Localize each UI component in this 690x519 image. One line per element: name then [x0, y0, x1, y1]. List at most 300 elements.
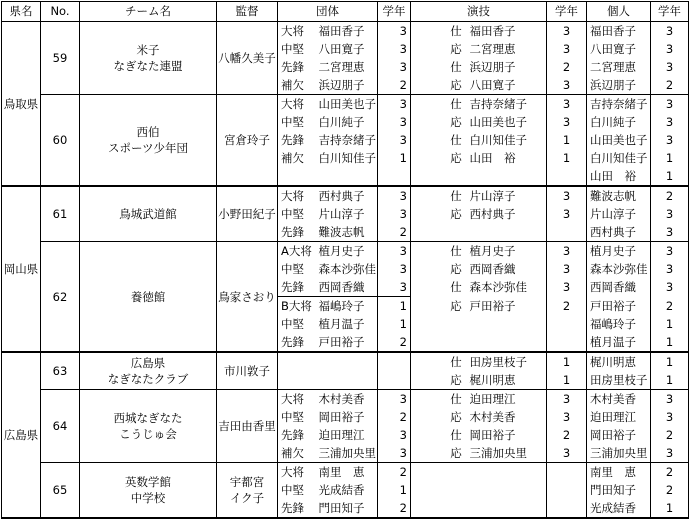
dantai-position: 大将 [278, 95, 316, 114]
kojin-grade: 2 [651, 426, 689, 444]
engi-spacer [411, 426, 446, 444]
dantai-grade: 3 [378, 95, 411, 114]
text-line: こうじゅ会 [119, 427, 177, 441]
engi-spacer [411, 205, 446, 223]
engi-spacer [411, 390, 446, 409]
kojin-member: 二宮理恵 [587, 58, 651, 76]
dantai-member: 福田香子 [316, 22, 378, 41]
dantai-grade: 2 [378, 463, 411, 482]
kojin-member: 片山淳子 [587, 205, 651, 223]
dantai-grade: 1 [378, 149, 411, 167]
kojin-grade: 3 [651, 223, 689, 242]
kojin-member: 福嶋玲子 [587, 315, 651, 333]
engi-role: 仕 [450, 97, 462, 111]
coach-name [217, 186, 278, 242]
kojin-grade: 3 [651, 58, 689, 76]
dantai-grade: 2 [378, 408, 411, 426]
dantai-grade: 3 [378, 426, 411, 444]
text-line: なぎなた連盟 [113, 59, 183, 73]
engi-member: 浜辺朋子 [467, 58, 547, 76]
kojin-grade: 1 [651, 352, 689, 371]
engi-member [467, 223, 547, 242]
pref-name [2, 352, 41, 518]
engi-member: 木村美香 [467, 408, 547, 426]
engi-spacer [411, 352, 446, 371]
engi-spacer [411, 242, 446, 261]
engi-grade: 3 [547, 444, 587, 463]
dantai-position: 中堅 [278, 40, 316, 58]
engi-spacer [411, 76, 446, 95]
kojin-grade: 1 [651, 149, 689, 167]
engi-member: 山田 裕 [467, 149, 547, 167]
text-line: なぎなたクラブ [107, 372, 189, 386]
kojin-member: 門田知子 [587, 481, 651, 499]
dantai-position: 大将 [278, 463, 316, 482]
dantai-grade: 2 [378, 333, 411, 352]
coach-name [217, 22, 278, 95]
header-pref: 県名 [2, 2, 41, 22]
kojin-member: 戸田裕子 [587, 297, 651, 316]
engi-member [467, 333, 547, 352]
dantai-member: 白川知佳子 [316, 149, 378, 167]
text-line: 英数学館 [125, 475, 171, 489]
kojin-grade: 2 [651, 186, 689, 205]
engi-member: 吉持奈緒子 [467, 95, 547, 114]
engi-role [446, 333, 467, 352]
text-line: 西伯 [136, 125, 160, 139]
dantai-grade: 2 [378, 223, 411, 242]
kojin-member: 植月温子 [587, 333, 651, 352]
engi-member: 田房里枝子 [467, 352, 547, 371]
table-row [2, 352, 689, 371]
engi-member: 八田寛子 [467, 76, 547, 95]
engi-member: 片山淳子 [467, 186, 547, 205]
dantai-position: 補欠 [278, 76, 316, 95]
engi-spacer [411, 444, 446, 463]
engi-member [467, 315, 547, 333]
engi-spacer [411, 149, 446, 167]
table-row [2, 390, 689, 409]
pref-label: 鳥取県 [3, 96, 39, 111]
dantai-position [278, 167, 316, 186]
engi-member [467, 167, 547, 186]
header-row [2, 2, 689, 22]
dantai-grade: 2 [378, 499, 411, 518]
kojin-member: 岡田裕子 [587, 426, 651, 444]
dantai-position: 補欠 [278, 444, 316, 463]
dantai-member: 片山淳子 [316, 205, 378, 223]
header-dantai-grade: 学年 [378, 2, 411, 22]
engi-member: 山田美也子 [467, 113, 547, 131]
dantai-member: 浜辺朋子 [316, 76, 378, 95]
engi-member: 森本沙弥佳 [467, 278, 547, 297]
engi-grade: 3 [547, 40, 587, 58]
engi-grade: 3 [547, 260, 587, 278]
dantai-member [316, 371, 378, 390]
kojin-grade: 3 [651, 260, 689, 278]
kojin-grade: 3 [651, 408, 689, 426]
pref-label: 岡山県 [3, 262, 39, 276]
dantai-position: 中堅 [278, 408, 316, 426]
engi-grade: 3 [547, 22, 587, 41]
engi-spacer [411, 278, 446, 297]
engi-role: 仕 [450, 392, 462, 406]
engi-member: 三浦加央里 [467, 444, 547, 463]
kojin-grade: 3 [651, 113, 689, 131]
engi-role: 仕 [450, 24, 462, 38]
dantai-member: 福嶋玲子 [316, 297, 378, 316]
kojin-grade: 3 [651, 205, 689, 223]
kojin-grade: 3 [651, 242, 689, 261]
engi-spacer [411, 315, 446, 333]
engi-role: 応 [450, 207, 462, 221]
engi-grade [547, 499, 587, 518]
dantai-member: 二宮理恵 [316, 58, 378, 76]
dantai-member: 西村典子 [316, 186, 378, 205]
dantai-member: 八田寛子 [316, 40, 378, 58]
dantai-member: 西岡香織 [316, 278, 378, 297]
dantai-position: 先鋒 [278, 278, 316, 297]
dantai-position: A大将 [278, 242, 316, 261]
engi-role [446, 481, 467, 499]
kojin-grade: 3 [651, 278, 689, 297]
kojin-member: 梶川明恵 [587, 352, 651, 371]
kojin-grade: 1 [651, 499, 689, 518]
dantai-position [278, 371, 316, 390]
dantai-member: 吉持奈緒子 [316, 131, 378, 149]
kojin-member: 田房里枝子 [587, 371, 651, 390]
engi-grade [547, 481, 587, 499]
header-kojin-grade: 学年 [651, 2, 689, 22]
dantai-grade [378, 167, 411, 186]
dantai-position: 先鋒 [278, 499, 316, 518]
dantai-position: 先鋒 [278, 223, 316, 242]
text-line: 宇都宮 [229, 475, 265, 489]
roster-table [1, 1, 689, 519]
engi-grade: 1 [547, 131, 587, 149]
dantai-grade: 3 [378, 278, 411, 297]
dantai-member: 光成結香 [316, 481, 378, 499]
dantai-member [316, 352, 378, 371]
dantai-position: B大将 [278, 297, 316, 316]
engi-role: 応 [450, 42, 462, 56]
team-no: 61 [41, 186, 80, 242]
kojin-grade: 1 [651, 315, 689, 333]
engi-spacer [411, 408, 446, 426]
engi-spacer [411, 186, 446, 205]
dantai-grade: 3 [378, 40, 411, 58]
kojin-member: 福田香子 [587, 22, 651, 41]
dantai-member: 山田美也子 [316, 95, 378, 114]
text-line: 中学校 [130, 491, 166, 505]
coach-name [217, 95, 278, 187]
dantai-position: 先鋒 [278, 58, 316, 76]
kojin-grade: 3 [651, 390, 689, 409]
text-line: イク子 [229, 491, 265, 505]
kojin-member: 白川純子 [587, 113, 651, 131]
engi-grade: 3 [547, 186, 587, 205]
kojin-member: 西岡香織 [587, 278, 651, 297]
dantai-position [278, 352, 316, 371]
dantai-position: 中堅 [278, 315, 316, 333]
engi-grade: 3 [547, 242, 587, 261]
engi-spacer [411, 131, 446, 149]
engi-spacer [411, 499, 446, 518]
dantai-position: 中堅 [278, 113, 316, 131]
engi-grade: 3 [547, 113, 587, 131]
text-line: 鳥城武道館 [119, 207, 177, 221]
kojin-grade: 2 [651, 297, 689, 316]
engi-role: 応 [446, 444, 467, 463]
kojin-member: 植月史子 [587, 242, 651, 261]
engi-role [446, 499, 467, 518]
engi-role: 仕 [450, 133, 462, 147]
engi-spacer [411, 167, 446, 186]
kojin-grade: 3 [651, 131, 689, 149]
engi-role: 応 [450, 410, 462, 424]
kojin-member: 八田寛子 [587, 40, 651, 58]
engi-grade [547, 223, 587, 242]
engi-grade [547, 463, 587, 482]
engi-grade [547, 333, 587, 352]
dantai-grade: 3 [378, 186, 411, 205]
engi-role: 応 [450, 262, 462, 276]
dantai-grade: 1 [378, 481, 411, 499]
pref-label: 広島県 [3, 428, 39, 442]
dantai-member: 植月温子 [316, 315, 378, 333]
kojin-grade: 1 [651, 371, 689, 390]
dantai-grade: 1 [378, 297, 411, 316]
kojin-member: 森本沙弥佳 [587, 260, 651, 278]
header-engi: 演技 [411, 2, 547, 22]
dantai-grade: 3 [378, 22, 411, 41]
engi-spacer [411, 333, 446, 352]
engi-spacer [411, 95, 446, 114]
kojin-member: 光成結香 [587, 499, 651, 518]
engi-role: 仕 [450, 244, 462, 258]
table-row [2, 95, 689, 114]
dantai-position: 中堅 [278, 481, 316, 499]
engi-grade [547, 315, 587, 333]
header-kojin: 個人 [587, 2, 651, 22]
engi-role: 応 [450, 115, 462, 129]
engi-role: 応 [446, 371, 467, 390]
pref-name [2, 22, 41, 187]
dantai-grade: 3 [378, 113, 411, 131]
engi-role: 応 [446, 76, 467, 95]
header-team: チーム名 [80, 2, 217, 22]
team-name [80, 186, 217, 242]
team-no: 62 [41, 242, 80, 353]
team-no: 63 [41, 352, 80, 390]
kojin-member: 難波志帆 [587, 186, 651, 205]
engi-role: 仕 [450, 189, 462, 203]
engi-member [467, 499, 547, 518]
engi-role: 応 [450, 151, 462, 165]
engi-grade: 1 [547, 371, 587, 390]
engi-role [446, 315, 467, 333]
dantai-member: 戸田裕子 [316, 333, 378, 352]
engi-grade [547, 167, 587, 186]
engi-spacer [411, 113, 446, 131]
engi-role [446, 463, 467, 482]
engi-spacer [411, 22, 446, 41]
text-line: 広島県 [130, 356, 166, 370]
kojin-member: 山田 裕 [587, 167, 651, 186]
dantai-position: 大将 [278, 390, 316, 409]
header-engi-grade: 学年 [547, 2, 587, 22]
table-row [2, 186, 689, 205]
dantai-position: 補欠 [278, 149, 316, 167]
dantai-member: 門田知子 [316, 499, 378, 518]
team-no: 64 [41, 390, 80, 463]
engi-member: 二宮理恵 [467, 40, 547, 58]
kojin-member: 迫田理江 [587, 408, 651, 426]
pref-name [2, 186, 41, 352]
table-row [2, 242, 689, 261]
text-line: 市川敦子 [224, 364, 270, 378]
header-dantai: 団体 [278, 2, 378, 22]
dantai-position: 先鋒 [278, 131, 316, 149]
team-name [80, 242, 217, 353]
kojin-member: 木村美香 [587, 390, 651, 409]
dantai-grade: 3 [378, 390, 411, 409]
dantai-member: 白川純子 [316, 113, 378, 131]
kojin-grade: 3 [651, 40, 689, 58]
header-coach: 監督 [217, 2, 278, 22]
text-line: 小野田紀子 [218, 207, 276, 221]
engi-member: 迫田理江 [467, 390, 547, 409]
dantai-grade: 1 [378, 315, 411, 333]
dantai-position: 中堅 [278, 205, 316, 223]
text-line: 西城なぎなた [113, 411, 183, 425]
dantai-position: 中堅 [278, 260, 316, 278]
text-line: 養徳館 [130, 289, 166, 304]
engi-role [446, 167, 467, 186]
dantai-position: 大将 [278, 186, 316, 205]
engi-spacer [411, 297, 446, 316]
engi-spacer [411, 260, 446, 278]
engi-member: 岡田裕子 [467, 426, 547, 444]
team-name [80, 463, 217, 519]
engi-member [467, 463, 547, 482]
table-row [2, 22, 689, 41]
kojin-member: 西村典子 [587, 223, 651, 242]
engi-grade: 1 [547, 352, 587, 371]
dantai-member: 植月史子 [316, 242, 378, 261]
engi-spacer [411, 481, 446, 499]
engi-grade: 2 [547, 297, 587, 316]
dantai-member: 難波志帆 [316, 223, 378, 242]
text-line: 八幡久美子 [218, 51, 276, 65]
kojin-member: 山田美也子 [587, 131, 651, 149]
team-name [80, 95, 217, 187]
kojin-grade: 3 [651, 444, 689, 463]
dantai-member [316, 167, 378, 186]
team-no: 59 [41, 22, 80, 95]
coach-name [217, 352, 278, 390]
engi-grade: 3 [547, 205, 587, 223]
engi-spacer [411, 40, 446, 58]
dantai-grade: 2 [378, 76, 411, 95]
engi-spacer [411, 58, 446, 76]
engi-member: 白川知佳子 [467, 131, 547, 149]
engi-member: 西村典子 [467, 205, 547, 223]
dantai-position: 先鋒 [278, 333, 316, 352]
engi-grade: 3 [547, 408, 587, 426]
dantai-grade: 3 [378, 58, 411, 76]
engi-role: 仕 [450, 428, 462, 442]
engi-grade: 3 [547, 278, 587, 297]
engi-member: 戸田裕子 [467, 297, 547, 316]
engi-spacer [411, 463, 446, 482]
kojin-member: 南里 恵 [587, 463, 651, 482]
dantai-member: 迫田理江 [316, 426, 378, 444]
engi-role: 仕 [450, 280, 462, 295]
engi-role [446, 223, 467, 242]
engi-grade: 2 [547, 58, 587, 76]
dantai-grade: 3 [378, 444, 411, 463]
kojin-member: 浜辺朋子 [587, 76, 651, 95]
dantai-member: 三浦加央里 [316, 444, 378, 463]
engi-grade: 3 [547, 95, 587, 114]
kojin-grade: 3 [651, 95, 689, 114]
dantai-grade: 3 [378, 131, 411, 149]
kojin-member: 白川知佳子 [587, 149, 651, 167]
team-name [80, 352, 217, 390]
engi-grade: 3 [547, 390, 587, 409]
dantai-grade [378, 371, 411, 390]
dantai-member: 森本沙弥佳 [316, 260, 378, 278]
engi-grade: 2 [547, 426, 587, 444]
dantai-grade: 3 [378, 205, 411, 223]
team-no: 60 [41, 95, 80, 187]
dantai-grade: 3 [378, 260, 411, 278]
dantai-member: 南里 恵 [316, 463, 378, 482]
engi-member: 西岡香織 [467, 260, 547, 278]
kojin-member: 吉持奈緒子 [587, 95, 651, 114]
coach-name [217, 390, 278, 463]
engi-spacer [411, 223, 446, 242]
kojin-member: 三浦加央里 [587, 444, 651, 463]
kojin-grade: 1 [651, 333, 689, 352]
engi-grade: 3 [547, 76, 587, 95]
dantai-grade [378, 352, 411, 371]
engi-role: 応 [450, 298, 462, 313]
kojin-grade: 3 [651, 22, 689, 41]
engi-spacer [411, 371, 446, 390]
coach-name [217, 463, 278, 519]
kojin-grade: 2 [651, 76, 689, 95]
dantai-grade: 3 [378, 242, 411, 261]
kojin-grade: 1 [651, 167, 689, 186]
text-line: 宮倉玲子 [224, 133, 270, 147]
engi-role: 仕 [450, 60, 462, 74]
dantai-member: 岡田裕子 [316, 408, 378, 426]
engi-member: 梶川明恵 [467, 371, 547, 390]
engi-member [467, 481, 547, 499]
text-line: 吉田由香里 [218, 419, 276, 433]
kojin-grade: 2 [651, 463, 689, 482]
engi-grade: 1 [547, 149, 587, 167]
team-name [80, 22, 217, 95]
dantai-member: 木村美香 [316, 390, 378, 409]
team-name [80, 390, 217, 463]
dantai-position: 大将 [278, 22, 316, 41]
kojin-grade: 2 [651, 481, 689, 499]
text-line: 鳥家さおり [218, 289, 276, 304]
engi-member: 植月史子 [467, 242, 547, 261]
